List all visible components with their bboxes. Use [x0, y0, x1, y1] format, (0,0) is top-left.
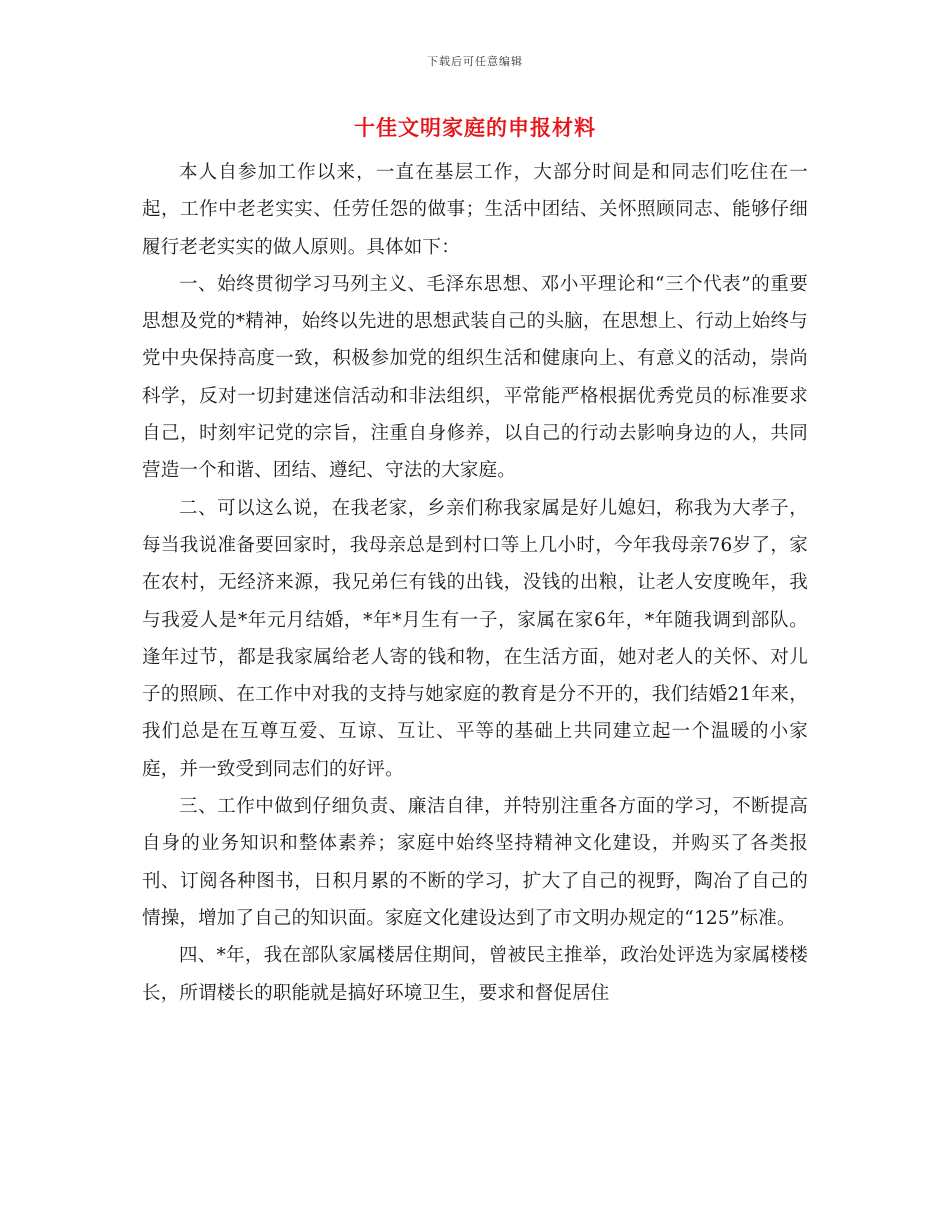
paragraph-section-4: 四、*年，我在部队家属楼居住期间，曾被民主推举，政治处评选为家属楼楼长，所谓楼长的职能就是搞好环境卫生，要求和督促居住: [142, 945, 808, 1004]
document-title: 十佳文明家庭的申报材料: [354, 115, 596, 140]
paragraph-section-1: 一、始终贯彻学习马列主义、毛泽东思想、邓小平理论和“三个代表”的重要思想及党的*精神，始终以先进的思想武装自己的头脑，在思想上、行动上始终与党中央保持高度一致，积极参加党的组织生活和健康向上、有意义的活动，崇尚科学，反对一切封建迷信活动和非法组织，平常能严格根据优秀党员的标准要求自己，时刻牢记党的宗旨，注重自身修养，以自己的行动去影响身边的人，共同营造一个和谐、团结、遵纪、守法的大家庭。: [142, 273, 808, 482]
header-note: 下载后可任意编辑: [427, 55, 523, 68]
document-body: [142, 154, 808, 1012]
paragraph-section-2: 二、可以这么说，在我老家，乡亲们称我家属是好儿媳妇，称我为大孝子，每当我说准备要回家时，我母亲总是到村口等上几小时，今年我母亲76岁了，家在农村，无经济来源，我兄弟仨有钱的出钱，没钱的出粮，让老人安度晚年，我与我爱人是*年元月结婚，*年*月生有一子，家属在家6年，*年随我调到部队。逢年过节，都是我家属给老人寄的钱和物，在生活方面，她对老人的关怀、对儿子的照顾、在工作中对我的支持与她家庭的教育是分不开的，我们结婚21年来，我们总是在互尊互爱、互谅、互让、平等的基础上共同建立起一个温暖的小家庭，并一致受到同志们的好评。: [142, 497, 808, 780]
paragraph-section-3: 三、工作中做到仔细负责、廉洁自律，并特别注重各方面的学习，不断提高自身的业务知识和整体素养；家庭中始终坚持精神文化建设，并购买了各类报刊、订阅各种图书，日积月累的不断的学习，扩大了自己的视野，陶冶了自己的情操，增加了自己的知识面。家庭文化建设达到了市文明办规定的“125”标准。: [142, 796, 808, 929]
paragraph-intro: 本人自参加工作以来，一直在基层工作，大部分时间是和同志们吃住在一起，工作中老老实实、任劳任怨的做事；生活中团结、关怀照顾同志、能够仔细履行老老实实的做人原则。具体如下：: [142, 162, 808, 258]
